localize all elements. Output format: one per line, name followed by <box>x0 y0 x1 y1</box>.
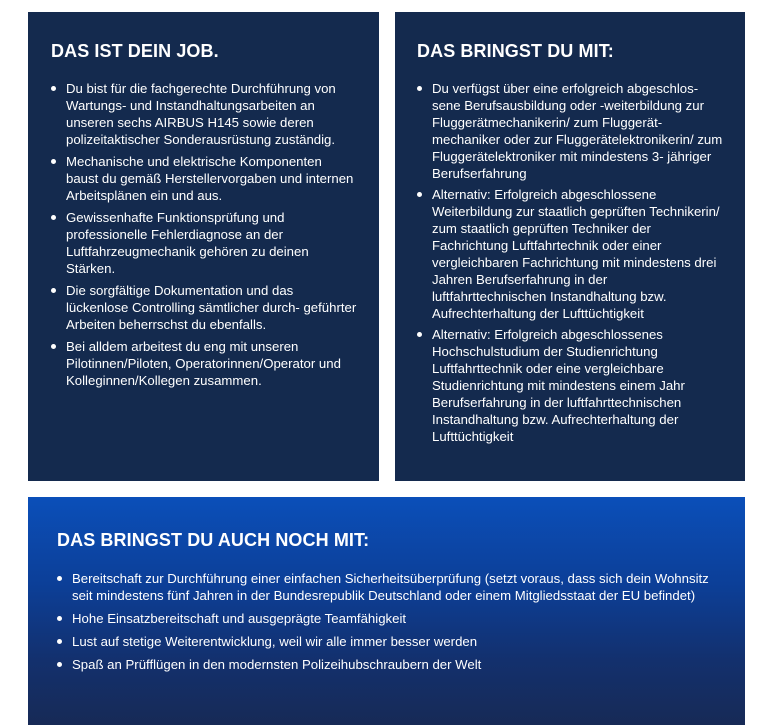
additional-requirements-section <box>28 497 745 725</box>
requirements-section <box>395 12 745 481</box>
requirements-list <box>417 80 723 445</box>
list-item: Bei alldem arbeitest du eng mit unseren Pilotinnen/Piloten, Operatorinnen/Operator und Kolleginnen/Kollegen zusammen. <box>51 338 357 389</box>
additional-requirements-list <box>57 570 721 673</box>
list-item: Hohe Einsatzbereitschaft und ausgeprägte Teamfähigkeit <box>57 610 721 627</box>
list-item: Lust auf stetige Weiterentwicklung, weil wir alle immer besser werden <box>57 633 721 650</box>
list-item: Alternativ: Erfolgreich abgeschlossene Weiterbildung zur staatlich geprüften Technikerin/ zum staatlich geprüften Techniker der Fachrichtung Luftfahrtechnik oder einer vergleichbaren Fachrichtung mit mindestens drei Jahren Berufserfahrung in der luftfahrttechnischen Instandhaltung bzw. Aufrechterhaltung der Lufttüchtigkeit <box>417 186 723 322</box>
list-item: Du verfügst über eine erfolgreich abgeschlos- sene Berufsausbildung oder -weiterbildung zur Fluggerätmechanikerin/ zum Fluggerät- mechaniker oder zur Fluggerätelektronikerin/ zum Fluggerätelektroniker mit mindestens 3- jähriger Berufserfahrung <box>417 80 723 182</box>
list-item: Die sorgfältige Dokumentation und das lückenlose Controlling sämtlicher durch- geführter Arbeiten beherrschst du ebenfalls. <box>51 282 357 333</box>
job-section-title: DAS IST DEIN JOB. <box>51 41 219 61</box>
list-item: Spaß an Prüfflügen in den modernsten Polizeihubschraubern der Welt <box>57 656 721 673</box>
list-item: Gewissenhafte Funktionsprüfung und professionelle Fehlerdiagnose an der Luftfahrzeugmechanik gehören zu deinen Stärken. <box>51 209 357 277</box>
list-item: Du bist für die fachgerechte Durchführung von Wartungs- und Instandhaltungsarbeiten an unseren sechs AIRBUS H145 sowie deren polizeitaktischer Sonderausrüstung zuständig. <box>51 80 357 148</box>
job-list <box>51 80 357 389</box>
additional-requirements-title: DAS BRINGST DU AUCH NOCH MIT: <box>57 530 370 550</box>
list-item: Mechanische und elektrische Komponenten baust du gemäß Herstellervorgaben und internen Arbeitsplänen ein und aus. <box>51 153 357 204</box>
list-item: Bereitschaft zur Durchführung einer einfachen Sicherheitsüberprüfung (setzt voraus, dass sich dein Wohnsitz seit mindestens fünf Jahren in der Bundesrepublik Deutschland oder einem Mitgliedsstaat der EU befindet) <box>57 570 721 604</box>
list-item: Alternativ: Erfolgreich abgeschlossenes Hochschulstudium der Studienrichtung Luftfahrttechnik oder eine vergleichbare Studienrichtung mit mindestens einem Jahr Berufserfahrung in der luftfahrttechnischen Instandhaltung bzw. Aufrechterhaltung der Lufttüchtigkeit <box>417 326 723 445</box>
job-section <box>28 12 379 481</box>
requirements-section-title: DAS BRINGST DU MIT: <box>417 41 614 61</box>
